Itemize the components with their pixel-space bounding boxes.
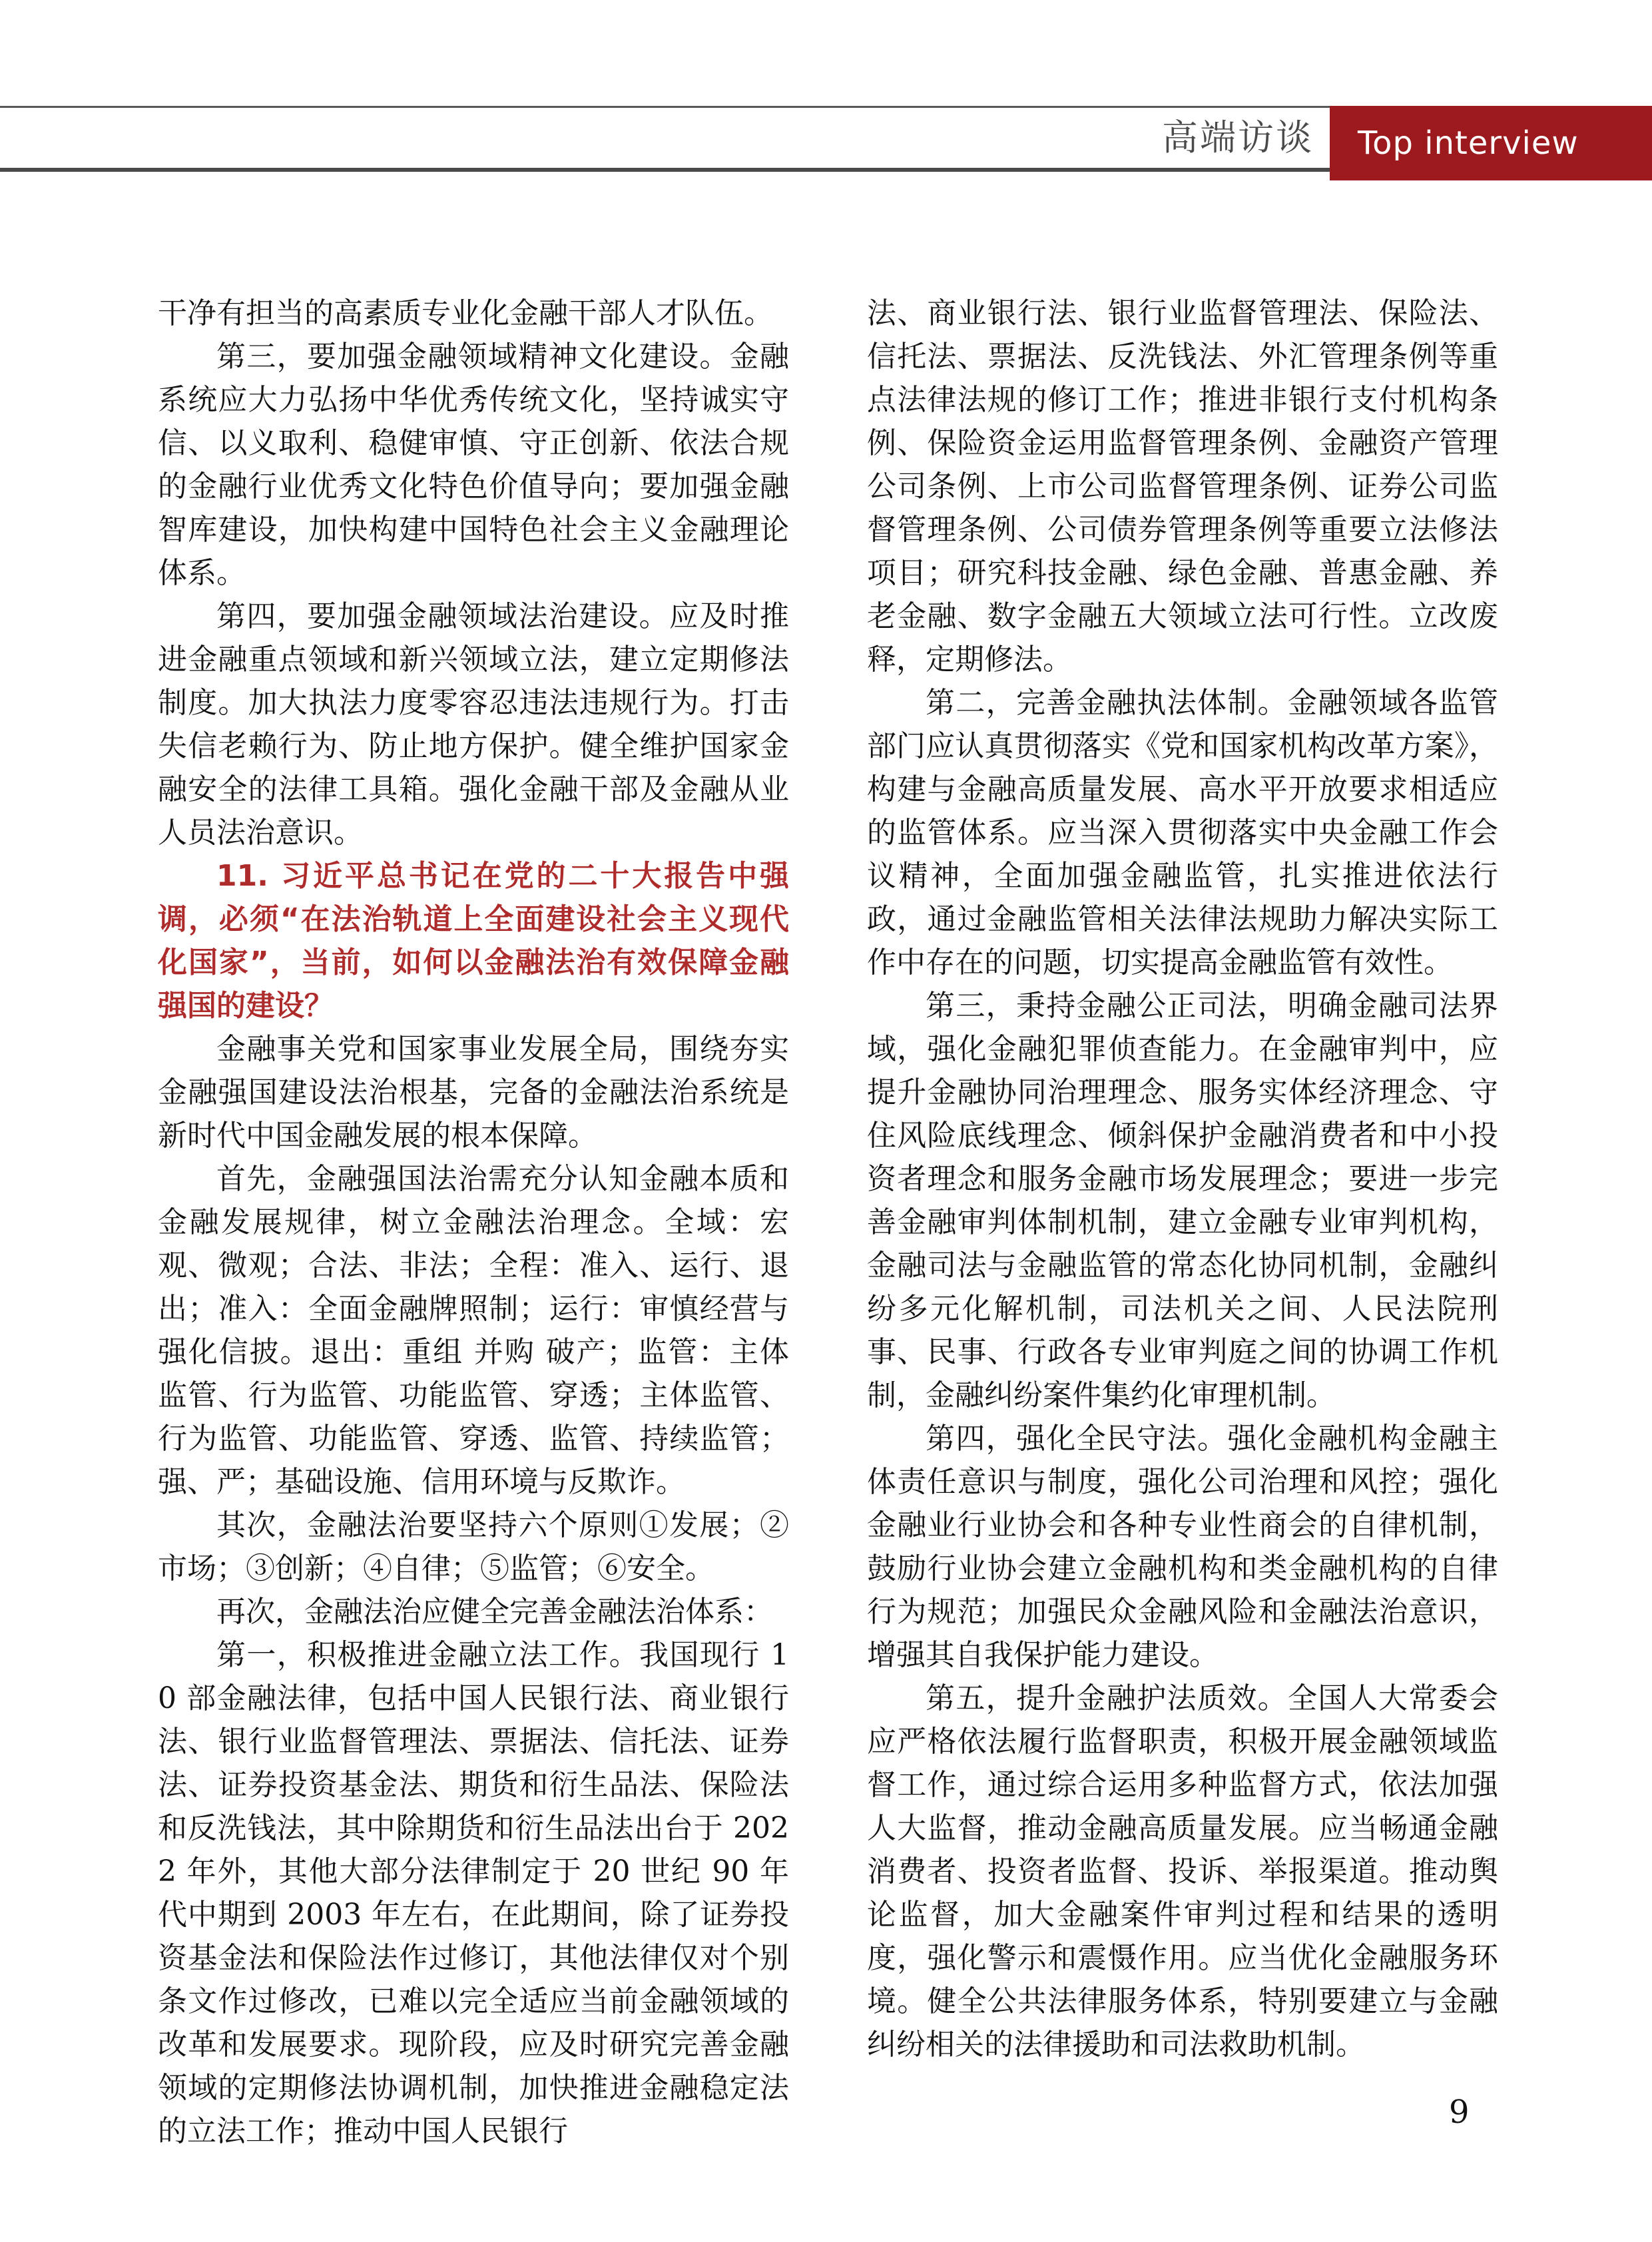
paragraph: 第三，要加强金融领域精神文化建设。金融系统应大力弘扬中华优秀传统文化，坚持诚实守信、以义取利、稳健审慎、守正创新、依法合规的金融行业优秀文化特色价值导向；要加强金融智库建设，加快构建中国特色社会主义金融理论体系。 <box>158 340 789 590</box>
header-rule-top <box>0 106 1330 108</box>
paragraph: 第一，积极推进金融立法工作。我国现行 10 部金融法律，包括中国人民银行法、商业银行法、银行业监督管理法、票据法、信托法、证券法、证券投资基金法、期货和衍生品法、保险法和反洗钱法，其中除期货和衍生品法出台于 2022 年外，其他大部分法律制定于 20 世纪 90 年代中期到 2003 年左右，在此期间，除了证券投资基金法和保险法作过修订，其他法律仅对个别条文作过修改，已难以完全适应当前金融领域的改革和发展要求。现阶段，应及时研究完善金融领域的定期修法协调机制，加快推进金融稳定法的立法工作；推动中国人民银行 <box>158 1638 789 2148</box>
paragraph: 其次，金融法治要坚持六个原则①发展；②市场；③创新；④自律；⑤监管；⑥安全。 <box>158 1508 789 1585</box>
paragraph: 法、商业银行法、银行业监督管理法、保险法、信托法、票据法、反洗钱法、外汇管理条例等重点法律法规的修订工作；推进非银行支付机构条例、保险资金运用监督管理条例、金融资产管理公司条例、上市公司监督管理条例、证券公司监督管理条例、公司债券管理条例等重要立法修法项目；研究科技金融、绿色金融、普惠金融、养老金融、数字金融五大领域立法可行性。立改废释，定期修法。 <box>867 296 1498 677</box>
paragraph: 第四，要加强金融领域法治建设。应及时推进金融重点领域和新兴领域立法，建立定期修法制度。加大执法力度零容忍违法违规行为。打击失信老赖行为、防止地方保护。健全维护国家金融安全的法律工具箱。强化金融干部及金融从业人员法治意识。 <box>158 599 789 850</box>
paragraph: 第三，秉持金融公正司法，明确金融司法界域，强化金融犯罪侦查能力。在金融审判中，应提升金融协同治理理念、服务实体经济理念、守住风险底线理念、倾斜保护金融消费者和中小投资者理念和服务金融市场发展理念；要进一步完善金融审判体制机制，建立金融专业审判机构，金融司法与金融监管的常态化协同机制，金融纠纷多元化解机制，司法机关之间、人民法院刑事、民事、行政各专业审判庭之间的协调工作机制，金融纠纷案件集约化审理机制。 <box>867 989 1498 1412</box>
section-title-english: Top interview <box>1358 125 1579 162</box>
paragraph: 第四，强化全民守法。强化金融机构金融主体责任意识与制度，强化公司治理和风控；强化金融业行业协会和各种专业性商会的自律机制，鼓励行业协会建立金融机构和类金融机构的自律行为规范；加强民众金融风险和金融法治意识，增强其自我保护能力建设。 <box>867 1422 1498 1672</box>
interview-question: 11. 习近平总书记在党的二十大报告中强调，必须“在法治轨道上全面建设社会主义现代化国家”，当前，如何以金融法治有效保障金融强国的建设？ <box>158 859 789 1023</box>
paragraph: 首先，金融强国法治需充分认知金融本质和金融发展规律，树立金融法治理念。全域：宏观、微观；合法、非法；全程：准入、运行、退出；准入：全面金融牌照制；运行：审慎经营与强化信披。退出：重组 并购 破产；监管：主体监管、行为监管、功能监管、穿透；主体监管、行为监管、功能监管、穿透、监管、持续监管；强、严；基础设施、信用环境与反欺诈。 <box>158 1162 789 1499</box>
header-rule-bottom <box>0 168 1330 172</box>
paragraph: 第二，完善金融执法体制。金融领域各监管部门应认真贯彻落实《党和国家机构改革方案》，构建与金融高质量发展、高水平开放要求相适应的监管体系。应当深入贯彻落实中央金融工作会议精神，全面加强金融监管，扎实推进依法行政，通过金融监管相关法律法规助力解决实际工作中存在的问题，切实提高金融监管有效性。 <box>867 686 1498 980</box>
paragraph: 金融事关党和国家事业发展全局，围绕夯实金融强国建设法治根基，完备的金融法治系统是新时代中国金融发展的根本保障。 <box>158 1032 789 1153</box>
section-banner <box>1330 106 1652 180</box>
paragraph: 第五，提升金融护法质效。全国人大常委会应严格依法履行监督职责，积极开展金融领域监督工作，通过综合运用多种监督方式，依法加强人大监督，推动金融高质量发展。应当畅通金融消费者、投资者监督、投诉、举报渠道。推动舆论监督，加大金融案件审判过程和结果的透明度，强化警示和震慑作用。应当优化金融服务环境。健全公共法律服务体系，特别要建立与金融纠纷相关的法律援助和司法救助机制。 <box>867 1681 1498 2062</box>
right-column <box>867 292 1498 2066</box>
paragraph: 再次，金融法治应健全完善金融法治体系： <box>216 1595 773 1629</box>
section-title-chinese: 高端访谈 <box>1162 117 1314 158</box>
page-number: 9 <box>1449 2094 1470 2131</box>
paragraph: 干净有担当的高素质专业化金融干部人才队伍。 <box>158 296 773 330</box>
left-column <box>158 292 789 2153</box>
